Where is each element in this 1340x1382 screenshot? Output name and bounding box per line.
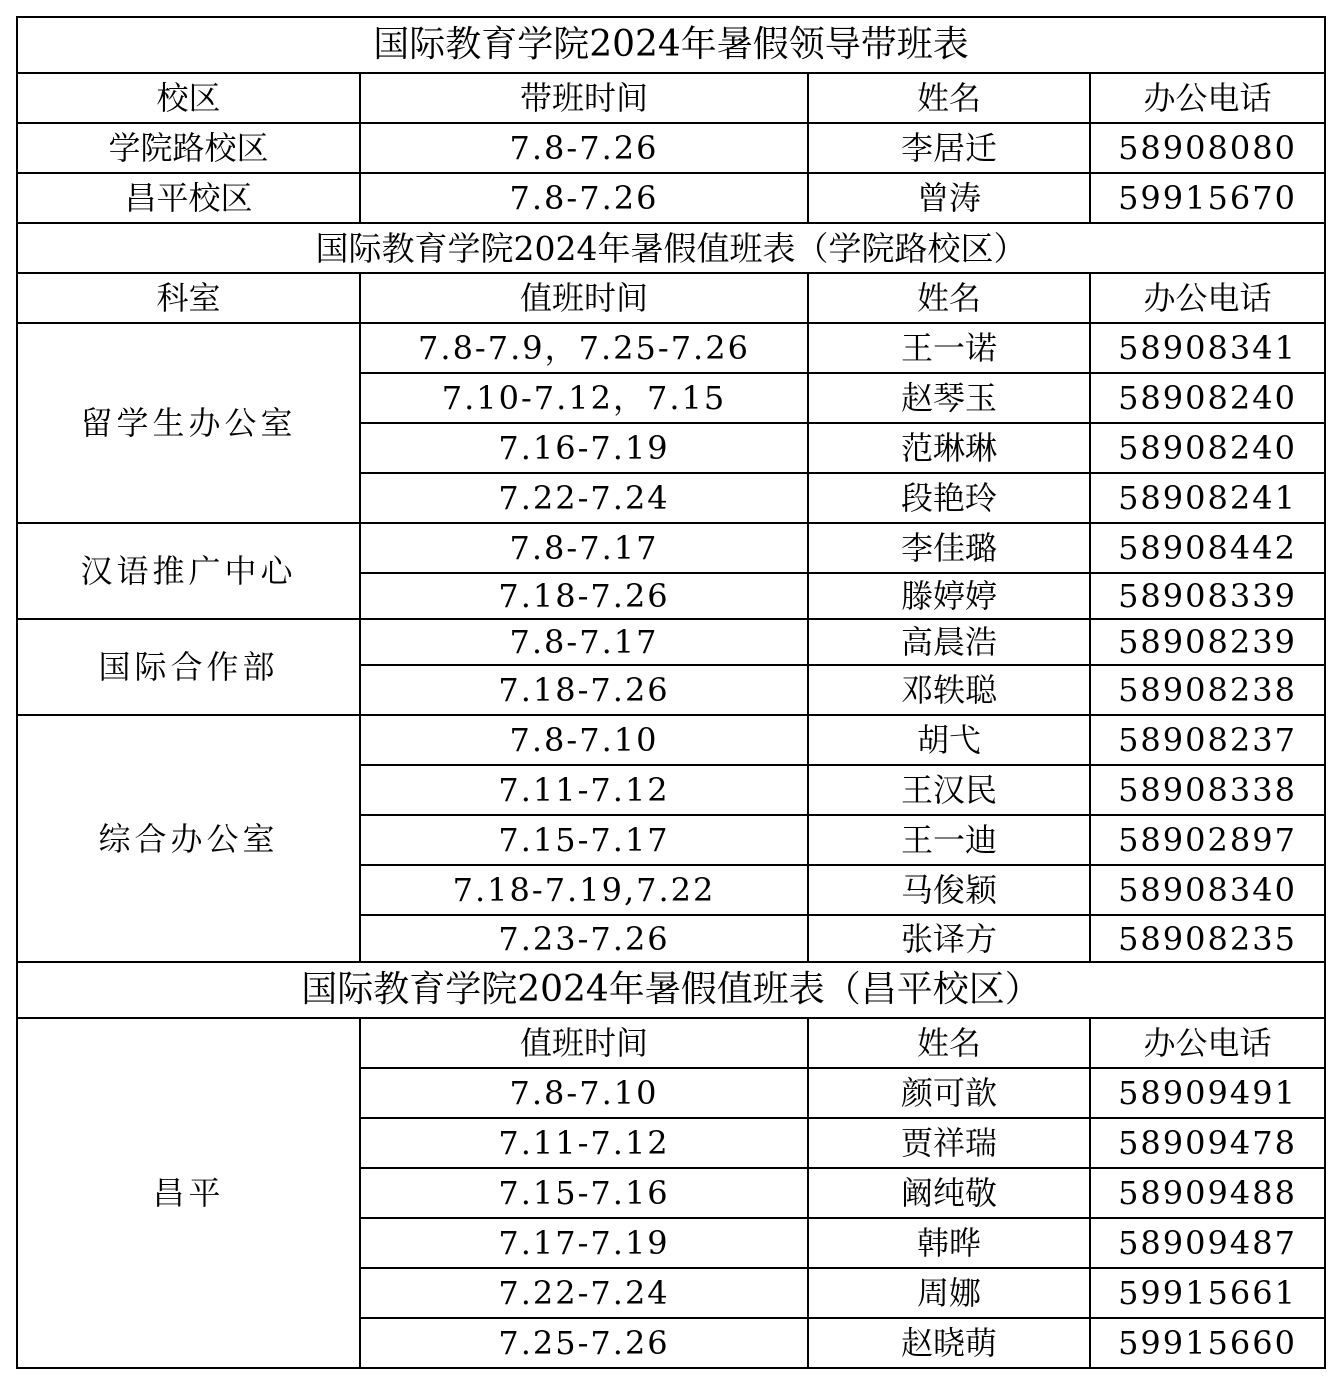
- xueyuanlu-header-row: [17, 273, 1325, 323]
- time-cell: 7.22-7.24: [360, 473, 808, 523]
- changping-header-row: [17, 1018, 1325, 1068]
- leader-table-title: 国际教育学院2024年暑假领导带班表: [17, 17, 1325, 73]
- name-cell: 段艳玲: [808, 473, 1090, 523]
- header-dept: 科室: [17, 273, 360, 323]
- name-cell: 马俊颖: [808, 865, 1090, 915]
- time-cell: 7.18-7.26: [360, 573, 808, 619]
- table-row: [17, 523, 1325, 573]
- leader-header-row: [17, 73, 1325, 123]
- time-cell: 7.8-7.10: [360, 1068, 808, 1118]
- name-cell: 高晨浩: [808, 619, 1090, 665]
- dept-cell: 汉语推广中心: [17, 523, 360, 619]
- phone-cell: 58909487: [1090, 1218, 1325, 1268]
- time-cell: 7.22-7.24: [360, 1268, 808, 1318]
- name-cell: 赵琴玉: [808, 373, 1090, 423]
- name-cell: 王一迪: [808, 815, 1090, 865]
- name-cell: 颜可歆: [808, 1068, 1090, 1118]
- time-cell: 7.11-7.12: [360, 1118, 808, 1168]
- time-cell: 7.23-7.26: [360, 915, 808, 962]
- name-cell: 范琳琳: [808, 423, 1090, 473]
- name-cell: 滕婷婷: [808, 573, 1090, 619]
- campus-cell: 学院路校区: [17, 123, 360, 173]
- header-phone: 办公电话: [1090, 73, 1325, 123]
- phone-cell: 58902897: [1090, 815, 1325, 865]
- name-cell: 王一诺: [808, 323, 1090, 373]
- name-cell: 阚纯敬: [808, 1168, 1090, 1218]
- campus-cell: 昌平校区: [17, 173, 360, 223]
- header-time: 值班时间: [360, 273, 808, 323]
- phone-cell: 58908442: [1090, 523, 1325, 573]
- table-row: [17, 123, 1325, 173]
- name-cell: 周娜: [808, 1268, 1090, 1318]
- time-cell: 7.18-7.19,7.22: [360, 865, 808, 915]
- xueyuanlu-table-title: 国际教育学院2024年暑假值班表（学院路校区）: [17, 223, 1325, 273]
- name-cell: 王汉民: [808, 765, 1090, 815]
- table-row: [17, 715, 1325, 765]
- header-name: 姓名: [808, 273, 1090, 323]
- header-time: 值班时间: [360, 1018, 808, 1068]
- phone-cell: 59915670: [1090, 173, 1325, 223]
- phone-cell: 58909488: [1090, 1168, 1325, 1218]
- header-phone: 办公电话: [1090, 1018, 1325, 1068]
- name-cell: 张译方: [808, 915, 1090, 962]
- time-cell: 7.15-7.16: [360, 1168, 808, 1218]
- header-name: 姓名: [808, 1018, 1090, 1068]
- time-cell: 7.11-7.12: [360, 765, 808, 815]
- name-cell: 贾祥瑞: [808, 1118, 1090, 1168]
- time-cell: 7.18-7.26: [360, 665, 808, 715]
- table-row: [17, 173, 1325, 223]
- time-cell: 7.8-7.9，7.25-7.26: [360, 323, 808, 373]
- name-cell: 胡弋: [808, 715, 1090, 765]
- table-row: [17, 619, 1325, 665]
- time-cell: 7.8-7.10: [360, 715, 808, 765]
- time-cell: 7.8-7.17: [360, 523, 808, 573]
- dept-cell: 留学生办公室: [17, 323, 360, 523]
- name-cell: 赵晓萌: [808, 1318, 1090, 1368]
- header-name: 姓名: [808, 73, 1090, 123]
- time-cell: 7.25-7.26: [360, 1318, 808, 1368]
- phone-cell: 59915660: [1090, 1318, 1325, 1368]
- time-cell: 7.8-7.17: [360, 619, 808, 665]
- time-cell: 7.10-7.12，7.15: [360, 373, 808, 423]
- phone-cell: 58908240: [1090, 423, 1325, 473]
- table-row: [17, 323, 1325, 373]
- name-cell: 李居迁: [808, 123, 1090, 173]
- header-phone: 办公电话: [1090, 273, 1325, 323]
- name-cell: 邓轶聪: [808, 665, 1090, 715]
- time-cell: 7.17-7.19: [360, 1218, 808, 1268]
- time-cell: 7.16-7.19: [360, 423, 808, 473]
- name-cell: 李佳璐: [808, 523, 1090, 573]
- time-cell: 7.8-7.26: [360, 123, 808, 173]
- phone-cell: 59915661: [1090, 1268, 1325, 1318]
- phone-cell: 58908080: [1090, 123, 1325, 173]
- dept-cell: 昌平: [17, 1018, 360, 1368]
- phone-cell: 58908341: [1090, 323, 1325, 373]
- phone-cell: 58908235: [1090, 915, 1325, 962]
- phone-cell: 58909478: [1090, 1118, 1325, 1168]
- name-cell: 韩晔: [808, 1218, 1090, 1268]
- dept-cell: 综合办公室: [17, 715, 360, 962]
- phone-cell: 58908238: [1090, 665, 1325, 715]
- header-time: 带班时间: [360, 73, 808, 123]
- duty-roster-table: [16, 16, 1326, 1369]
- time-cell: 7.8-7.26: [360, 173, 808, 223]
- phone-cell: 58908340: [1090, 865, 1325, 915]
- phone-cell: 58908339: [1090, 573, 1325, 619]
- name-cell: 曾涛: [808, 173, 1090, 223]
- phone-cell: 58908241: [1090, 473, 1325, 523]
- phone-cell: 58908237: [1090, 715, 1325, 765]
- phone-cell: 58908239: [1090, 619, 1325, 665]
- changping-table-title: 国际教育学院2024年暑假值班表（昌平校区）: [17, 962, 1325, 1018]
- phone-cell: 58908338: [1090, 765, 1325, 815]
- phone-cell: 58908240: [1090, 373, 1325, 423]
- phone-cell: 58909491: [1090, 1068, 1325, 1118]
- dept-cell: 国际合作部: [17, 619, 360, 715]
- time-cell: 7.15-7.17: [360, 815, 808, 865]
- header-campus: 校区: [17, 73, 360, 123]
